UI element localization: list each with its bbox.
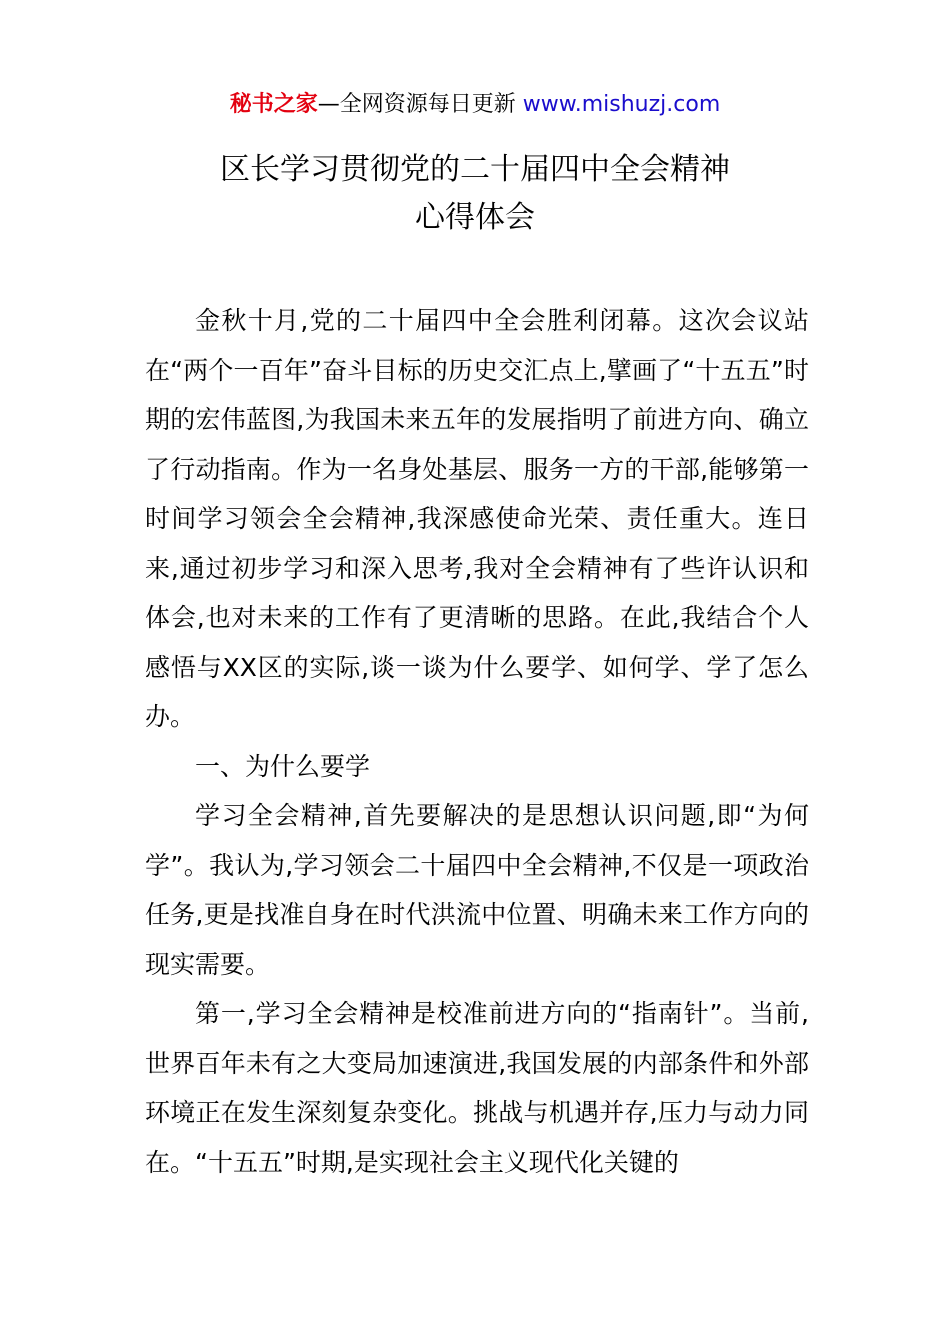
document-body — [145, 296, 809, 1187]
section-heading-1: 一、为什么要学 — [195, 751, 371, 781]
site-tagline: —全网资源每日更新 — [317, 92, 523, 117]
paragraph-first-point: 第一,学习全会精神是校准前进方向的“指南针”。当前,世界百年未有之大变局加速演进,我国发展的内部条件和外部环境正在发生深刻复杂变化。挑战与机遇并存,压力与动力同在。“十五五”时期,是实现社会主义现代化关键的 — [145, 999, 809, 1177]
document-title — [0, 146, 950, 242]
title-line-2: 心得体会 — [415, 200, 535, 235]
site-header — [0, 88, 950, 122]
site-brand: 秘书之家 — [229, 92, 318, 117]
title-line-1: 区长学习贯彻党的二十届四中全会精神 — [220, 152, 730, 187]
paragraph-why-learn: 学习全会精神,首先要解决的是思想认识问题,即“为何学”。我认为,学习领会二十届四中全会精神,不仅是一项政治任务,更是找准自身在时代洪流中位置、明确未来工作方向的现实需要。 — [145, 801, 809, 979]
paragraph-intro: 金秋十月,党的二十届四中全会胜利闭幕。这次会议站在“两个一百年”奋斗目标的历史交汇点上,擘画了“十五五”时期的宏伟蓝图,为我国未来五年的发展指明了前进方向、确立了行动指南。作为一名身处基层、服务一方的干部,能够第一时间学习领会全会精神,我深感使命光荣、责任重大。连日来,通过初步学习和深入思考,我对全会精神有了些许认识和体会,也对未来的工作有了更清晰的思路。在此,我结合个人感悟与XX区的实际,谈一谈为什么要学、如何学、学了怎么办。 — [145, 306, 809, 731]
site-url-link[interactable]: www.mishuzj.com — [522, 92, 721, 117]
